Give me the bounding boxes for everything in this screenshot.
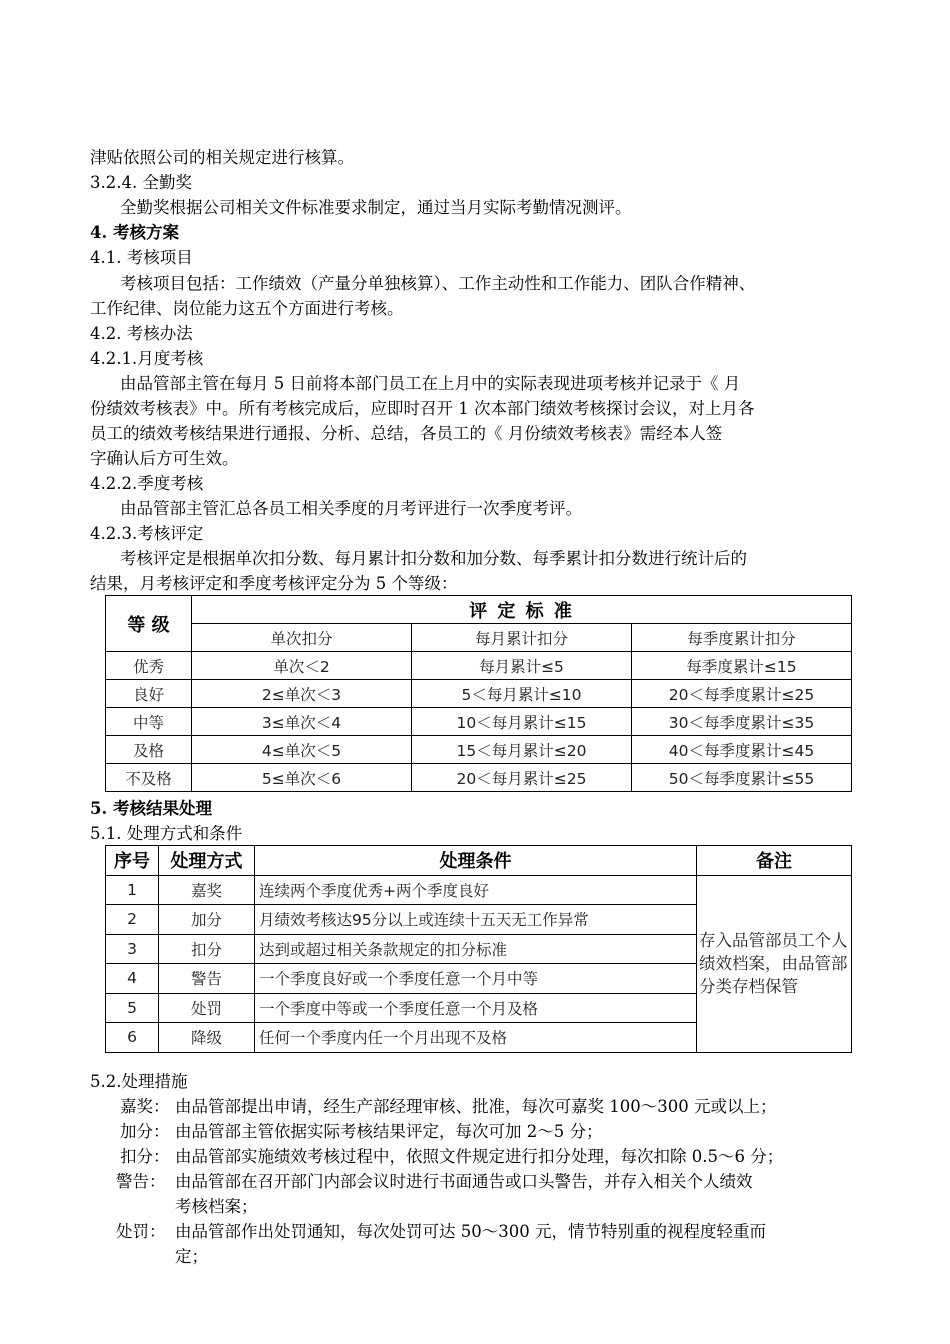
paragraph-line: 份绩效考核表》中。所有考核完成后，应即时召开 1 次本部门绩效考核探讨会议，对上月各: [90, 399, 755, 418]
table-cell: 4≤单次＜5: [192, 736, 412, 764]
table-row: [106, 708, 852, 736]
table-row: [106, 736, 852, 764]
grade-cell: 良好: [106, 680, 192, 708]
column-header: 备注: [697, 846, 852, 876]
table-cell: 一个季度中等或一个季度任意一个月及格: [255, 993, 697, 1023]
column-header: 处理方式: [159, 846, 255, 876]
paragraph-line: 考核项目包括：工作绩效（产量分单独核算）、工作主动性和工作能力、团队合作精神、: [120, 274, 756, 293]
measure-text: 由品管部实施绩效考核过程中，依照文件规定进行扣分处理，每次扣除 0.5～6 分；: [175, 1147, 784, 1166]
table-cell: 5≤单次＜6: [192, 764, 412, 792]
section-heading-5-1: 5.1. 处理方式和条件: [90, 824, 243, 843]
paragraph-line: 由品管部主管在每月 5 日前将本部门员工在上月中的实际表现进项考核并记录于《 月: [120, 374, 741, 393]
column-header: 每月累计扣分: [412, 624, 632, 652]
table-cell: 30＜每季度累计≤35: [632, 708, 852, 736]
table-cell: 一个季度良好或一个季度任意一个月中等: [255, 964, 697, 994]
grade-cell: 优秀: [106, 652, 192, 680]
table-cell: 5＜每月累计≤10: [412, 680, 632, 708]
table-cell: 降级: [159, 1023, 255, 1053]
section-heading-4: 4. 考核方案: [90, 223, 179, 242]
measure-label: 扣分：: [120, 1147, 170, 1166]
table-row: [106, 764, 852, 792]
table-cell: 4: [106, 964, 159, 994]
paragraph-line: 工作纪律、岗位能力这五个方面进行考核。: [90, 299, 404, 318]
table-cell: 3: [106, 934, 159, 964]
paragraph-line: 字确认后方可生效。: [90, 449, 239, 468]
measure-text-cont: 定；: [175, 1247, 208, 1266]
column-header: 处理条件: [255, 846, 697, 876]
table-cell: 每季度累计≤15: [632, 652, 852, 680]
table-cell: 连续两个季度优秀+两个季度良好: [255, 875, 697, 905]
measure-text-cont: 考核档案；: [175, 1197, 258, 1216]
table-cell: 警告: [159, 964, 255, 994]
measure-text: 由品管部提出申请，经生产部经理审核、批准，每次可嘉奖 100～300 元或以上；: [175, 1097, 777, 1116]
table-cell: 达到或超过相关条款规定的扣分标准: [255, 934, 697, 964]
section-heading-4-2: 4.2. 考核办法: [90, 324, 193, 343]
table-cell: 嘉奖: [159, 875, 255, 905]
paragraph-line: 由品管部主管汇总各员工相关季度的月考评进行一次季度考评。: [120, 499, 582, 518]
measure-text: 由品管部作出处罚通知，每次处罚可达 50～300 元，情节特别重的视程度轻重而: [175, 1222, 766, 1241]
section-heading-3-2-4: 3.2.4. 全勤奖: [90, 173, 192, 192]
measure-text: 由品管部主管依据实际考核结果评定，每次可加 2～5 分；: [175, 1122, 603, 1141]
paragraph-line: 考核评定是根据单次扣分数、每月累计扣分数和加分数、每季累计扣分数进行统计后的: [120, 549, 747, 568]
criteria-header: 评 定 标 准: [192, 596, 852, 624]
measure-label: 警告：: [116, 1172, 166, 1191]
table-cell: 1: [106, 875, 159, 905]
table-cell: 扣分: [159, 934, 255, 964]
grade-table: [105, 595, 852, 792]
table-cell: 6: [106, 1023, 159, 1053]
table-cell: 20＜每月累计≤25: [412, 764, 632, 792]
table-cell: 10＜每月累计≤15: [412, 708, 632, 736]
section-heading-4-2-2: 4.2.2.季度考核: [90, 474, 204, 493]
result-table: [105, 845, 852, 1053]
table-cell: 单次＜2: [192, 652, 412, 680]
column-header: 每季度累计扣分: [632, 624, 852, 652]
table-cell: 5: [106, 993, 159, 1023]
table-row: [106, 680, 852, 708]
section-heading-4-2-1: 4.2.1.月度考核: [90, 349, 204, 368]
remark-cell: 存入品管部员工个人绩效档案，由品管部分类存档保管: [697, 875, 852, 1052]
section-heading-4-1: 4.1. 考核项目: [90, 248, 193, 267]
table-cell: 3≤单次＜4: [192, 708, 412, 736]
measure-text: 由品管部在召开部门内部会议时进行书面通告或口头警告，并存入相关个人绩效: [175, 1172, 753, 1191]
table-cell: 40＜每季度累计≤45: [632, 736, 852, 764]
table-row: [106, 652, 852, 680]
table-row: [106, 875, 852, 905]
table-cell: 15＜每月累计≤20: [412, 736, 632, 764]
paragraph-line: 员工的绩效考核结果进行通报、分析、总结，各员工的《 月份绩效考核表》需经本人签: [90, 424, 723, 443]
measure-label: 嘉奖：: [120, 1097, 170, 1116]
grade-header: 等 级: [106, 596, 192, 652]
table-cell: 处罚: [159, 993, 255, 1023]
measure-label: 加分：: [120, 1122, 170, 1141]
measure-label: 处罚：: [116, 1222, 166, 1241]
section-heading-4-2-3: 4.2.3.考核评定: [90, 524, 204, 543]
table-cell: 月绩效考核达95分以上或连续十五天无工作异常: [255, 905, 697, 935]
table-cell: 任何一个季度内任一个月出现不及格: [255, 1023, 697, 1053]
section-heading-5: 5. 考核结果处理: [90, 799, 212, 818]
grade-cell: 不及格: [106, 764, 192, 792]
column-header: 单次扣分: [192, 624, 412, 652]
table-cell: 50＜每季度累计≤55: [632, 764, 852, 792]
grade-cell: 及格: [106, 736, 192, 764]
paragraph-line: 结果，月考核评定和季度考核评定分为 5 个等级：: [90, 574, 458, 593]
table-cell: 20＜每季度累计≤25: [632, 680, 852, 708]
column-header: 序号: [106, 846, 159, 876]
grade-cell: 中等: [106, 708, 192, 736]
table-cell: 2≤单次＜3: [192, 680, 412, 708]
section-heading-5-2: 5.2.处理措施: [90, 1072, 188, 1091]
paragraph-line: 全勤奖根据公司相关文件标准要求制定，通过当月实际考勤情况测评。: [120, 198, 632, 217]
table-cell: 加分: [159, 905, 255, 935]
table-cell: 2: [106, 905, 159, 935]
paragraph-line: 津贴依照公司的相关规定进行核算。: [90, 148, 354, 167]
table-cell: 每月累计≤5: [412, 652, 632, 680]
